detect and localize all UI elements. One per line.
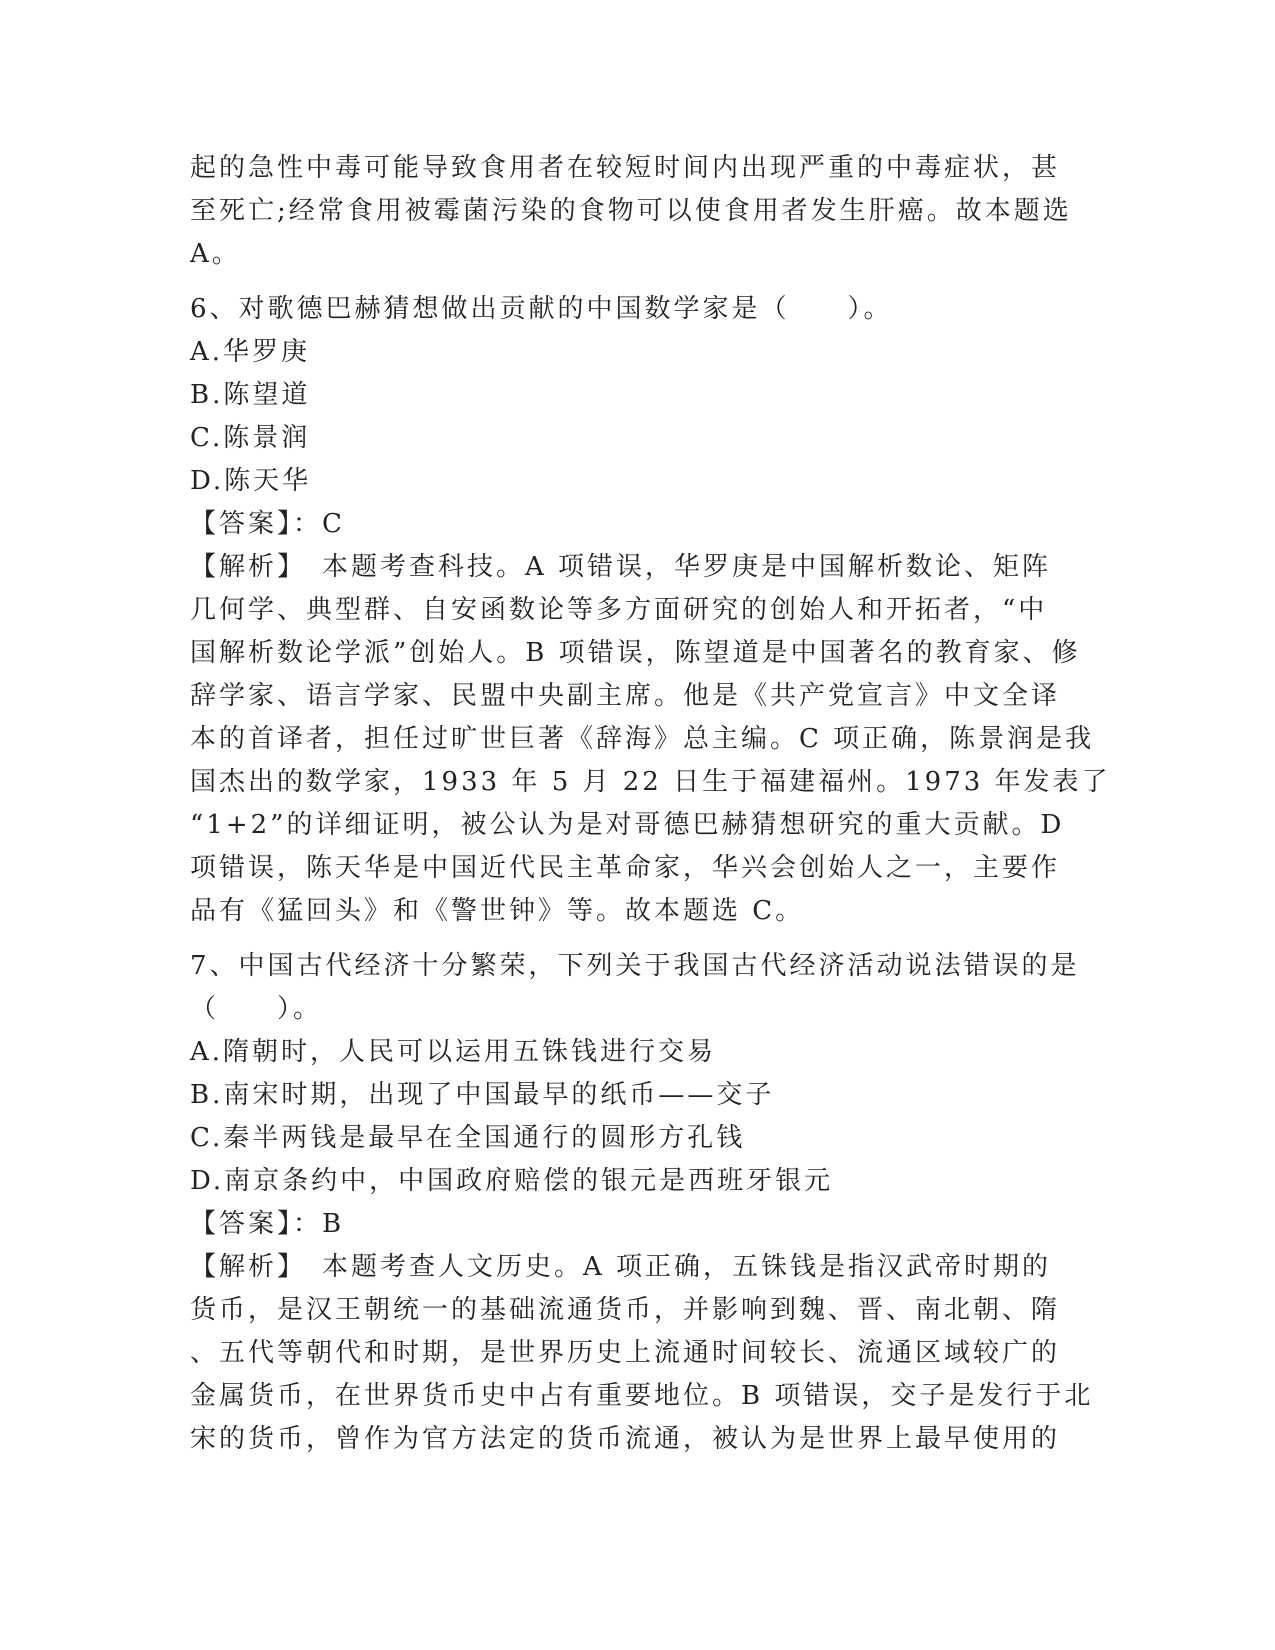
explanation-line: 宋的货币，曾作为官方法定的货币流通，被认为是世界上最早使用的 xyxy=(190,1424,1061,1454)
option-d: D.陈天华 xyxy=(190,466,312,496)
explanation-line: 国杰出的数学家，1933 年 5 月 22 日生于福建福州。1973 年发表了 xyxy=(190,767,1111,797)
explanation-line: “1+2”的详细证明，被公认为是对哥德巴赫猜想研究的重大贡献。D xyxy=(190,810,1065,840)
paragraph-gap xyxy=(190,276,1090,288)
document-content xyxy=(190,147,1111,1461)
explanation-line: 【解析】 本题考查科技。A 项错误，华罗庚是中国解析数论、矩阵 xyxy=(190,552,1052,582)
option-a: A.华罗庚 xyxy=(190,337,311,367)
explanation-line: 【解析】 本题考查人文历史。A 项正确，五铢钱是指汉武帝时期的 xyxy=(190,1252,1052,1282)
explanation-line: 货币，是汉王朝统一的基础流通货币，并影响到魏、晋、南北朝、隋 xyxy=(190,1295,1061,1325)
explanation-line: 品有《猛回头》和《警世钟》等。故本题选 C。 xyxy=(190,896,805,926)
continued-explanation xyxy=(190,147,1090,276)
explanation-line: 项错误，陈天华是中国近代民主革命家，华兴会创始人之一，主要作 xyxy=(190,853,1061,883)
option-c: C.秦半两钱是最早在全国通行的圆形方孔钱 xyxy=(190,1123,746,1153)
answer-line: 【答案】：B xyxy=(190,1209,345,1239)
option-a: A.隋朝时，人民可以运用五铢钱进行交易 xyxy=(190,1037,717,1067)
option-c: C.陈景润 xyxy=(190,423,311,453)
answer-line: 【答案】：C xyxy=(190,509,345,539)
question-stem: （ ）。 xyxy=(190,994,323,1024)
explanation-line: 本的首译者，担任过旷世巨著《辞海》总主编。C 项正确，陈景润是我 xyxy=(190,724,1095,754)
explanation-line: 辞学家、语言学家、民盟中央副主席。他是《共产党宣言》中文全译 xyxy=(190,681,1061,711)
text-line: 起的急性中毒可能导致食用者在较短时间内出现严重的中毒症状，甚 xyxy=(190,153,1061,183)
option-d: D.南京条约中，中国政府赔偿的银元是西班牙银元 xyxy=(190,1166,834,1196)
explanation-line: 、五代等朝代和时期，是世界历史上流通时间较长、流通区域较广的 xyxy=(190,1338,1061,1368)
option-b: B.南宋时期，出现了中国最早的纸币——交子 xyxy=(190,1080,775,1110)
question-7 xyxy=(190,945,1094,1461)
text-line: A。 xyxy=(190,239,241,269)
question-stem: 6、对歌德巴赫猜想做出贡献的中国数学家是（ ）。 xyxy=(190,294,893,324)
text-line: 至死亡;经常食用被霉菌污染的食物可以使食用者发生肝癌。故本题选 xyxy=(190,196,1072,226)
option-b: B.陈望道 xyxy=(190,380,311,410)
explanation-line: 金属货币，在世界货币史中占有重要地位。B 项错误，交子是发行于北 xyxy=(190,1381,1094,1411)
question-6 xyxy=(190,288,1111,933)
question-stem: 7、中国古代经济十分繁荣，下列关于我国古代经济活动说法错误的是 xyxy=(190,951,1080,981)
explanation-line: 几何学、典型群、自安函数论等多方面研究的创始人和开拓者，“中 xyxy=(190,595,1048,625)
explanation-line: 国解析数论学派”创始人。B 项错误，陈望道是中国著名的教育家、修 xyxy=(190,638,1081,668)
paragraph-gap xyxy=(190,933,1090,945)
